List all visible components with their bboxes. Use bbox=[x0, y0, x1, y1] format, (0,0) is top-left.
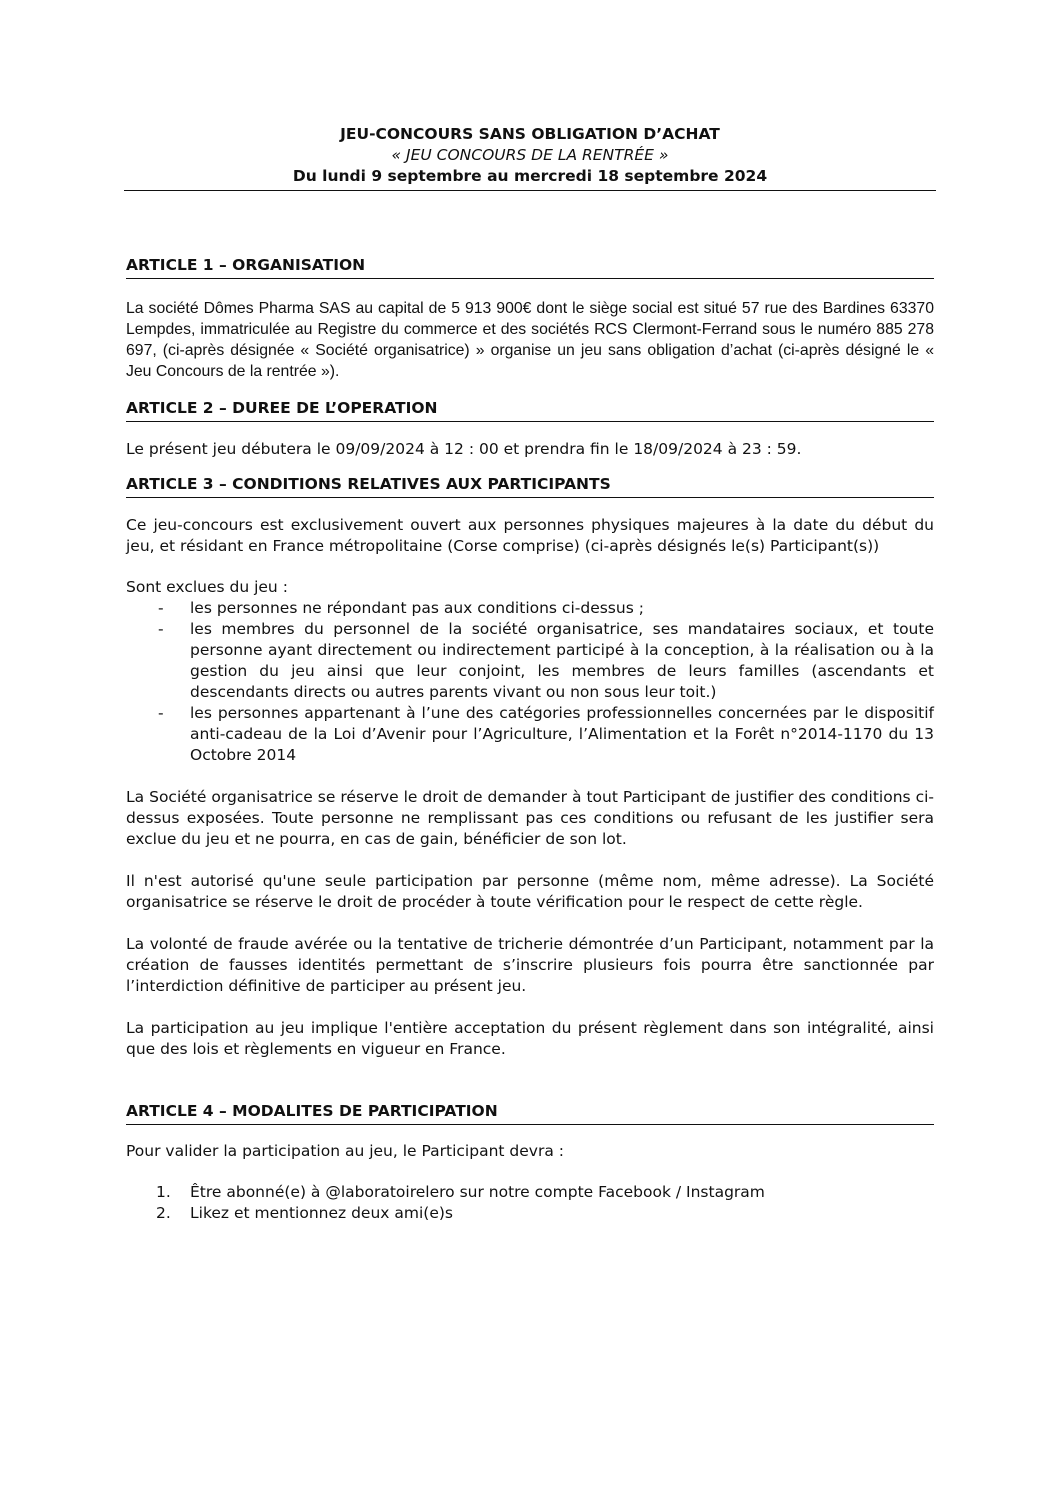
list-item: - les personnes appartenant à l’une des catégories professionnelles concernées par le dispositif anti-cadeau de la Loi d’Avenir pour l’Agriculture, l’Alimentation et la Forêt n°2014-1170 du 13 Octobre 2014 bbox=[158, 704, 934, 764]
exclusions-list bbox=[126, 598, 934, 766]
list-item: 1. Être abonné(e) à @laboratoirelero sur notre compte Facebook / Instagram bbox=[156, 1183, 765, 1201]
document-page bbox=[126, 124, 934, 1224]
article-2-text: Le présent jeu débutera le 09/09/2024 à 12 : 00 et prendra fin le 18/09/2024 à 23 : 59. bbox=[126, 440, 802, 458]
participation-steps bbox=[126, 1182, 934, 1224]
article-3-paragraph-5: La participation au jeu implique l'entière acceptation du présent règlement dans son intégralité, ainsi que des lois et règlements en vigueur en France. bbox=[126, 1019, 934, 1058]
article-1-text: La société Dômes Pharma SAS au capital de 5 913 900€ dont le siège social est situé 57 rue des Bardines 63370 Lempdes, immatriculée au Registre du commerce et des sociétés RCS Clermont-Ferrand sous le numéro 885 278 697, (ci-après désignée « Société organisatrice) » organise un jeu sans obligation d’achat (ci-après désigné le « Jeu Concours de la rentrée »). bbox=[126, 300, 934, 380]
article-3-paragraph-3: Il n'est autorisé qu'une seule participation par personne (même nom, même adresse). La Société organisatrice se réserve le droit de procéder à toute vérification pour le respect de cette règle. bbox=[126, 872, 934, 911]
article-3-paragraph-2: La Société organisatrice se réserve le droit de demander à tout Participant de justifier des conditions ci-dessus exposées. Toute personne ne remplissant pas ces conditions ou refusant de les justifier sera exclue du jeu et ne pourra, en cas de gain, bénéficier de son lot. bbox=[126, 788, 934, 848]
article-4-intro: Pour valider la participation au jeu, le Participant devra : bbox=[126, 1142, 564, 1160]
document-header bbox=[124, 124, 936, 191]
article-2-title: ARTICLE 2 – DUREE DE L’OPERATION bbox=[126, 398, 934, 422]
article-3-paragraph-4: La volonté de fraude avérée ou la tentative de tricherie démontrée d’un Participant, notamment par la création de fausses identités permettant de s’inscrire plusieurs fois pourra être sanctionnée par l’interdiction définitive de participer au présent jeu. bbox=[126, 935, 934, 995]
article-1-title: ARTICLE 1 – ORGANISATION bbox=[126, 255, 934, 279]
exclusions-intro: Sont exclues du jeu : bbox=[126, 578, 288, 596]
list-item: 2. Likez et mentionnez deux ami(e)s bbox=[156, 1204, 453, 1222]
header-contest-name: « JEU CONCOURS DE LA RENTRÉE » bbox=[391, 146, 669, 164]
header-dates: Du lundi 9 septembre au mercredi 18 septembre 2024 bbox=[292, 167, 768, 185]
article-3-paragraph-1: Ce jeu-concours est exclusivement ouvert aux personnes physiques majeures à la date du début du jeu, et résidant en France métropolitaine (Corse comprise) (ci-après désignés le(s) Participant(s)) bbox=[126, 516, 934, 555]
list-item: - les personnes ne répondant pas aux conditions ci-dessus ; bbox=[158, 599, 644, 617]
article-3-title: ARTICLE 3 – CONDITIONS RELATIVES AUX PARTICIPANTS bbox=[126, 474, 934, 498]
list-item: - les membres du personnel de la société organisatrice, ses mandataires sociaux, et toute personne ayant directement ou indirectement participé à la conception, à la réalisation ou à la gestion du jeu ainsi que leur conjoint, les membres de leurs familles (ascendants et descendants directs ou autres parents vivant ou non sous leur toit.) bbox=[158, 620, 934, 701]
article-4-title: ARTICLE 4 – MODALITES DE PARTICIPATION bbox=[126, 1101, 934, 1125]
header-title: JEU-CONCOURS SANS OBLIGATION D’ACHAT bbox=[340, 125, 720, 143]
